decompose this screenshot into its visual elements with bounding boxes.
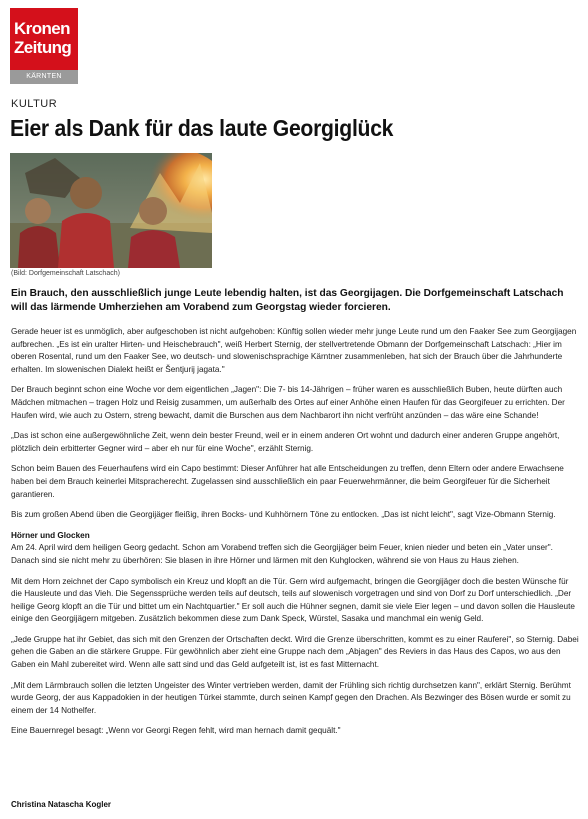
paragraph: Der Brauch beginnt schon eine Woche vor dem eigentlichen „Jagen": Die 7- bis 14-Jährigen – früher waren es ausschließlich Buben, heute dürften auch Mädchen mitmachen – tragen Holz und Reisig zusammen, um außerhalb des Ortes auf einer Anhöhe einen Haufen für das Georgifeuer zu errichten. Der Haufen wird, wie auch zu Ostern, streng bewacht, damit die Burschen aus dem Nachbarort ihn nicht verfrüht anzünden – das wäre eine Schande! bbox=[11, 385, 565, 420]
logo-region-label: KÄRNTEN bbox=[10, 70, 78, 84]
image-credit: (Bild: Dorfgemeinschaft Latschach) bbox=[11, 270, 120, 277]
kronen-zeitung-logo[interactable] bbox=[10, 8, 78, 84]
paragraph: Mit dem Horn zeichnet der Capo symbolisch ein Kreuz und klopft an die Tür. Gern wird aufgemacht, bringen die Georgijäger doch die besten Wünsche für die Hausleute und das Vieh. Die Segenssprüche werden teils auf deutsch, teils auf slowenisch vorgetragen und sind von Dorf zu Dorf unterschiedlich. „Der heilige Georg klopft an die Tür und bittet um ein Nachtquartier." Er soll auch die Hühner segnen, damit sie viele Eier legen – und davon sollen die Hausleute einige den Georgijägern mitgeben. Zusätzlich bekommen diese zum Dank Speck, Würstel, Sasaka und manchmal ein wenig Geld. bbox=[11, 576, 575, 624]
paragraph: „Jede Gruppe hat ihr Gebiet, das sich mit den Grenzen der Ortschaften deckt. Wird die Grenze überschritten, kommt es zu einer Rauferei", so Sternig. Dabei gehen die Gaben an die stärkere Gruppe. Für gewöhnlich aber zieht eine Gruppe nach dem „Abjagen" des Reviers in das Haus des Capos, wo aus den Gaben ein Mahl zubereitet wird. Wenn alle satt sind und das Geld aufgeteilt ist, ist es fast Mitternacht. bbox=[11, 634, 579, 670]
paragraph: Gerade heuer ist es unmöglich, aber aufgeschoben ist nicht aufgehoben: Künftig sollen wieder mehr junge Leute rund um den Faaker See zum Georgijagen aufbrechen. „Es ist ein uralter Hirten- und Heischebrauch", weiß Herbert Sternig, der stellvertretende Obmann der Dorfgemeinschaft Latschach: „Hier im oberen Rosental, rund um den Faaker See, wo deutsch- und slowenischsprachige Kärntner zusammenleben, hat sich der Brauch über die Jahrhunderte erhalten. Im slowenischen Dialekt heißt er Šentjurij jagata." bbox=[11, 327, 577, 374]
logo-line-1: Kronen bbox=[14, 19, 70, 38]
article-photo bbox=[10, 153, 212, 268]
paragraph: Bis zum großen Abend üben die Georgijäger fleißig, ihren Bocks- und Kuhhörnern Töne zu entlocken. „Das ist nicht leicht", sagt Vize-Obmann Sternig. bbox=[11, 510, 556, 520]
subheading: Hörner und Glocken bbox=[11, 530, 90, 540]
logo-line-2: Zeitung bbox=[14, 38, 72, 57]
paragraph: „Mit dem Lärmbrauch sollen die letzten Ungeister des Winter vertrieben werden, damit der Frühling sich richtig durchsetzen kann", erklärt Sternig. Berühmt wurde Georg, der aus Kappadokien in der heutigen Türkei stammte, durch seinen Kampf gegen den Drachen. Als Bezwinger des Bösen wurde er somit zu einem der 14 Nothelfer. bbox=[11, 680, 571, 715]
photo-children-at-fire bbox=[10, 153, 212, 268]
article-headline: Eier als Dank für das laute Georgiglück bbox=[10, 115, 394, 141]
paragraph: Schon beim Bauen des Feuerhaufens wird ein Capo bestimmt: Dieser Anführer hat alle Entscheidungen zu treffen, denn Eltern oder andere Erwachsene haben bei dem Brauch keinerlei Mitspracherecht. Zugelassen sind ausschließlich ein paar Feuerwehrmänner, die beim Georgifeuer für die Sicherheit garantieren. bbox=[11, 464, 564, 499]
logo-wordmark bbox=[10, 8, 78, 70]
paragraph: Eine Bauernregel besagt: „Wenn vor Georgi Regen fehlt, wird man hernach damit gequält." bbox=[11, 726, 341, 736]
article-body bbox=[11, 326, 579, 746]
paragraph: „Das ist schon eine außergewöhnliche Zeit, wenn dein bester Freund, weil er in einem anderen Ort wohnt und dadurch einer anderen Gruppe angehört, plötzlich dein erbitterter Gegner wird – aber eh nur für eine Woche", erzählt Sternig. bbox=[11, 431, 560, 453]
section-label[interactable]: KULTUR bbox=[11, 98, 58, 110]
article-lead: Ein Brauch, den ausschließlich junge Leute lebendig halten, ist das Georgijagen. Die Dorfgemeinschaft Latschach will das lärmende Umherziehen am Vorabend zum Georgstag wieder forcieren. bbox=[11, 288, 564, 313]
author-name: Christina Natascha Kogler bbox=[11, 800, 112, 809]
paragraph: Am 24. April wird dem heiligen Georg gedacht. Schon am Vorabend treffen sich die Georgijäger beim Feuer, knien nieder und beten ein „Vater unser". Danach sind sie nicht mehr zu überhören: Sie blasen in ihre Hörner und lärmen mit den Kuhglocken, während sie von Haus zu Haus ziehen. bbox=[11, 543, 553, 565]
